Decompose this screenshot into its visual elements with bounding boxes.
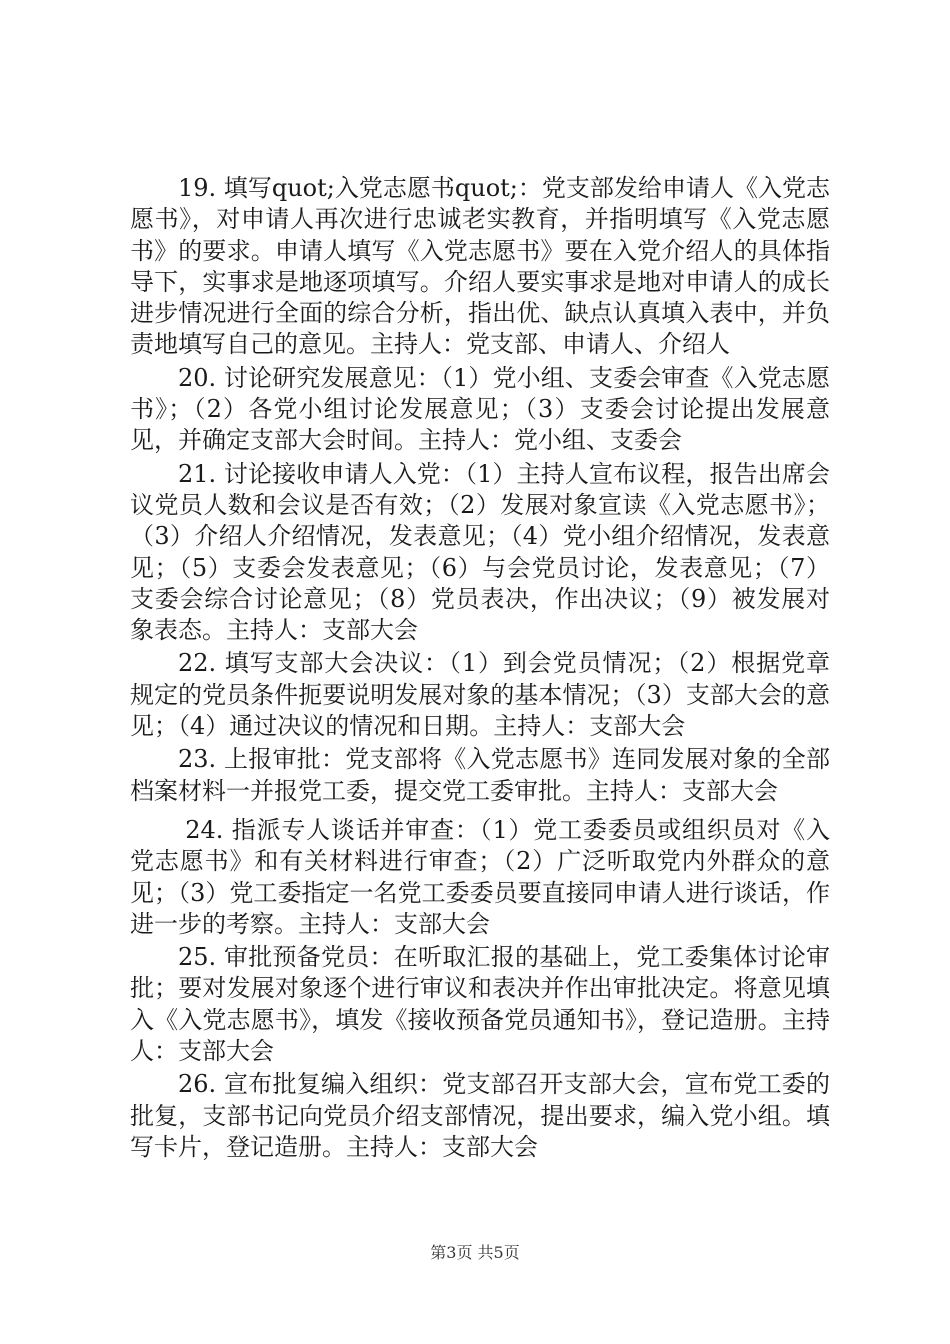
paragraph-23: 23. 上报审批：党支部将《入党志愿书》连同发展对象的全部档案材料一并报党工委，提交党工委审批。主持人：支部大会 — [130, 745, 830, 805]
paragraph-24: 24. 指派专人谈话并审查：（1）党工委委员或组织员对《入党志愿书》和有关材料进行审查；（2）广泛听取党内外群众的意见；（3）党工委指定一名党工委委员要直接同申请人进行谈话，作进一步的考察。主持人：支部大会 — [130, 815, 830, 938]
paragraph-25: 25. 审批预备党员：在听取汇报的基础上，党工委集体讨论审批；要对发展对象逐个进行审议和表决并作出审批决定。将意见填入《入党志愿书》，填发《接收预备党员通知书》，登记造册。主持人：支部大会 — [130, 943, 830, 1066]
paragraph-20: 20. 讨论研究发展意见：（1）党小组、支委会审查《入党志愿书》；（2）各党小组讨论发展意见；（3）支委会讨论提出发展意见，并确定支部大会时间。主持人：党小组、支委会 — [130, 363, 830, 455]
page-number-footer: 第3页 共5页 — [430, 1243, 520, 1262]
paragraph-22: 22. 填写支部大会决议：（1）到会党员情况；（2）根据党章规定的党员条件扼要说明发展对象的基本情况；（3）支部大会的意见；（4）通过决议的情况和日期。主持人：支部大会 — [130, 649, 830, 741]
paragraph-21: 21. 讨论接收申请人入党：（1）主持人宣布议程，报告出席会议党员人数和会议是否有效；（2）发展对象宣读《入党志愿书》；（3）介绍人介绍情况，发表意见；（4）党小组介绍情况，发表意见；（5）支委会发表意见；（6）与会党员讨论，发表意见；（7）支委会综合讨论意见；（8）党员表决，作出决议；（9）被发展对象表态。主持人：支部大会 — [130, 459, 830, 645]
document-body — [130, 173, 830, 1165]
paragraph-19: 19. 填写quot;入党志愿书quot;：党支部发给申请人《入党志愿书》，对申请人再次进行忠诚老实教育，并指明填写《入党志愿书》的要求。申请人填写《入党志愿书》要在入党介绍人的具体指导下，实事求是地逐项填写。介绍人要实事求是地对申请人的成长进步情况进行全面的综合分析，指出优、缺点认真填入表中，并负责地填写自己的意见。主持人：党支部、申请人、介绍人 — [130, 174, 830, 359]
paragraph-26: 26. 宣布批复编入组织：党支部召开支部大会，宣布党工委的批复，支部书记向党员介绍支部情况，提出要求，编入党小组。填写卡片，登记造册。主持人：支部大会 — [130, 1070, 830, 1161]
